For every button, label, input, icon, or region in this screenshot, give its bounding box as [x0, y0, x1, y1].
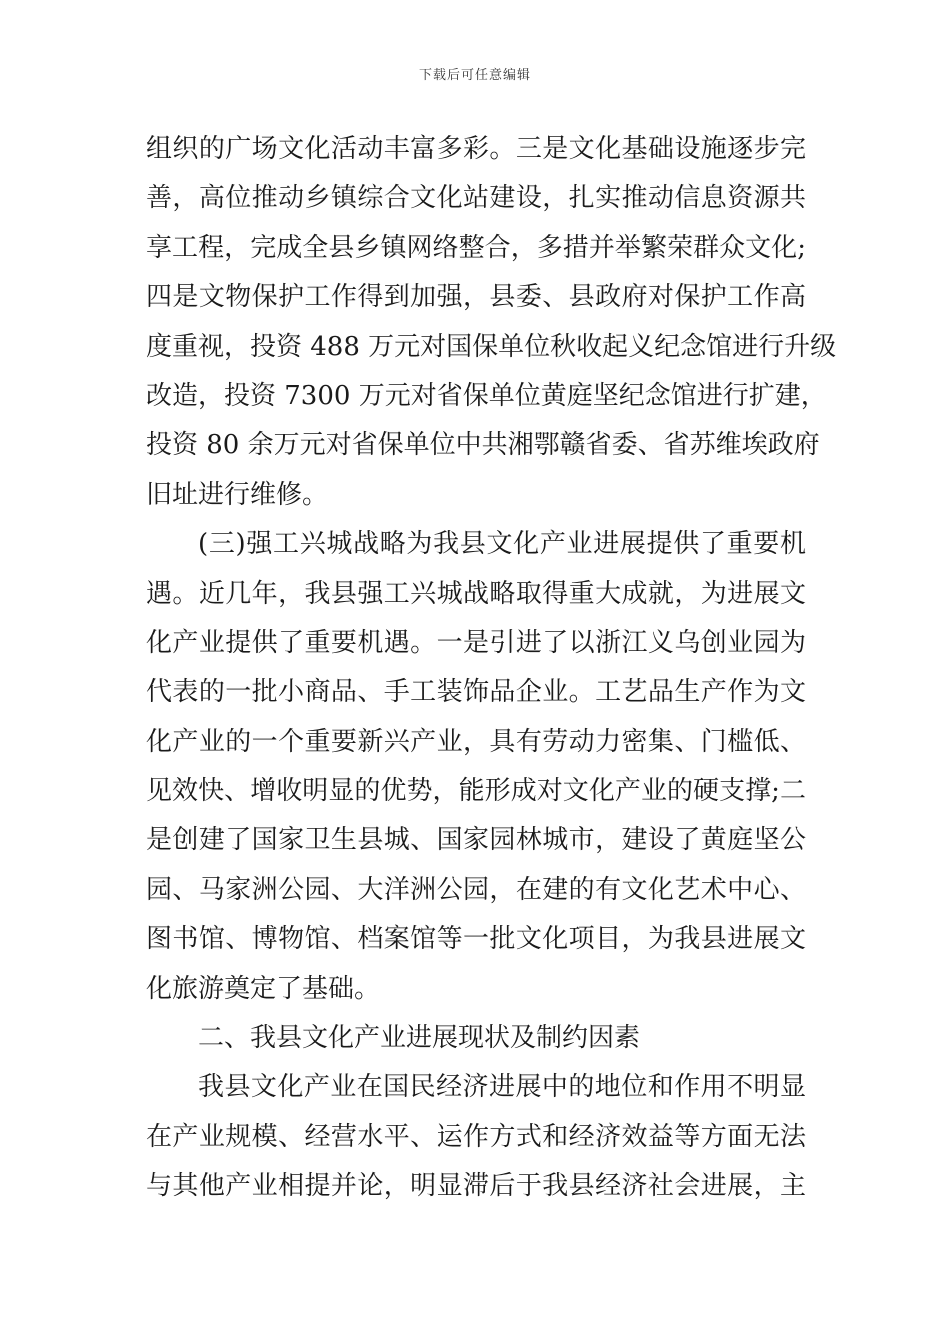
text-line: 四是文物保护工作得到加强，县委、县政府对保护工作高 [146, 282, 806, 313]
document-body [146, 125, 837, 1212]
paragraph [146, 520, 806, 1014]
paragraph [146, 1063, 806, 1211]
text-line: 度重视，投资 488 万元对国保单位秋收起义纪念馆进行升级 [146, 331, 837, 362]
text-line: 化产业的一个重要新兴产业，具有劳动力密集、门槛低、 [146, 726, 806, 757]
text-line: 见效快、增收明显的优势，能形成对文化产业的硬支撑;二 [146, 776, 806, 807]
text-line: 旧址进行维修。 [146, 479, 329, 510]
text-line: 投资 80 余万元对省保单位中共湘鄂赣省委、省苏维埃政府 [146, 430, 820, 461]
text-line: 善，高位推动乡镇综合文化站建设，扎实推动信息资源共 [146, 183, 806, 214]
heading-line: 二、我县文化产业进展现状及制约因素 [198, 1023, 641, 1054]
text-line: 遇。近几年，我县强工兴城战略取得重大成就，为进展文 [146, 578, 806, 609]
page-header: 下载后可任意编辑 [418, 68, 531, 83]
text-line: 化旅游奠定了基础。 [146, 973, 381, 1004]
text-line: 与其他产业相提并论，明显滞后于我县经济社会进展，主 [146, 1171, 806, 1202]
text-line: 在产业规模、经营水平、运作方式和经济效益等方面无法 [146, 1121, 806, 1152]
text-line: 代表的一批小商品、手工装饰品企业。工艺品生产作为文 [146, 677, 806, 708]
paragraph [146, 125, 837, 520]
text-line: 我县文化产业在国民经济进展中的地位和作用不明显 [198, 1072, 806, 1103]
section-heading [146, 1014, 806, 1063]
text-line: 组织的广场文化活动丰富多彩。三是文化基础设施逐步完 [146, 134, 806, 164]
text-line: 图书馆、博物馆、档案馆等一批文化项目，为我县进展文 [146, 924, 806, 955]
text-line: 是创建了国家卫生县城、国家园林城市，建设了黄庭坚公 [146, 825, 806, 856]
text-line: 化产业提供了重要机遇。一是引进了以浙江义乌创业园为 [146, 627, 806, 658]
text-line: 享工程，完成全县乡镇网络整合，多措并举繁荣群众文化; [146, 232, 806, 263]
text-line: (三)强工兴城战略为我县文化产业进展提供了重要机 [198, 529, 806, 560]
text-line: 园、马家洲公园、大洋洲公园，在建的有文化艺术中心、 [146, 874, 806, 905]
text-line: 改造，投资 7300 万元对省保单位黄庭坚纪念馆进行扩建， [146, 380, 827, 411]
